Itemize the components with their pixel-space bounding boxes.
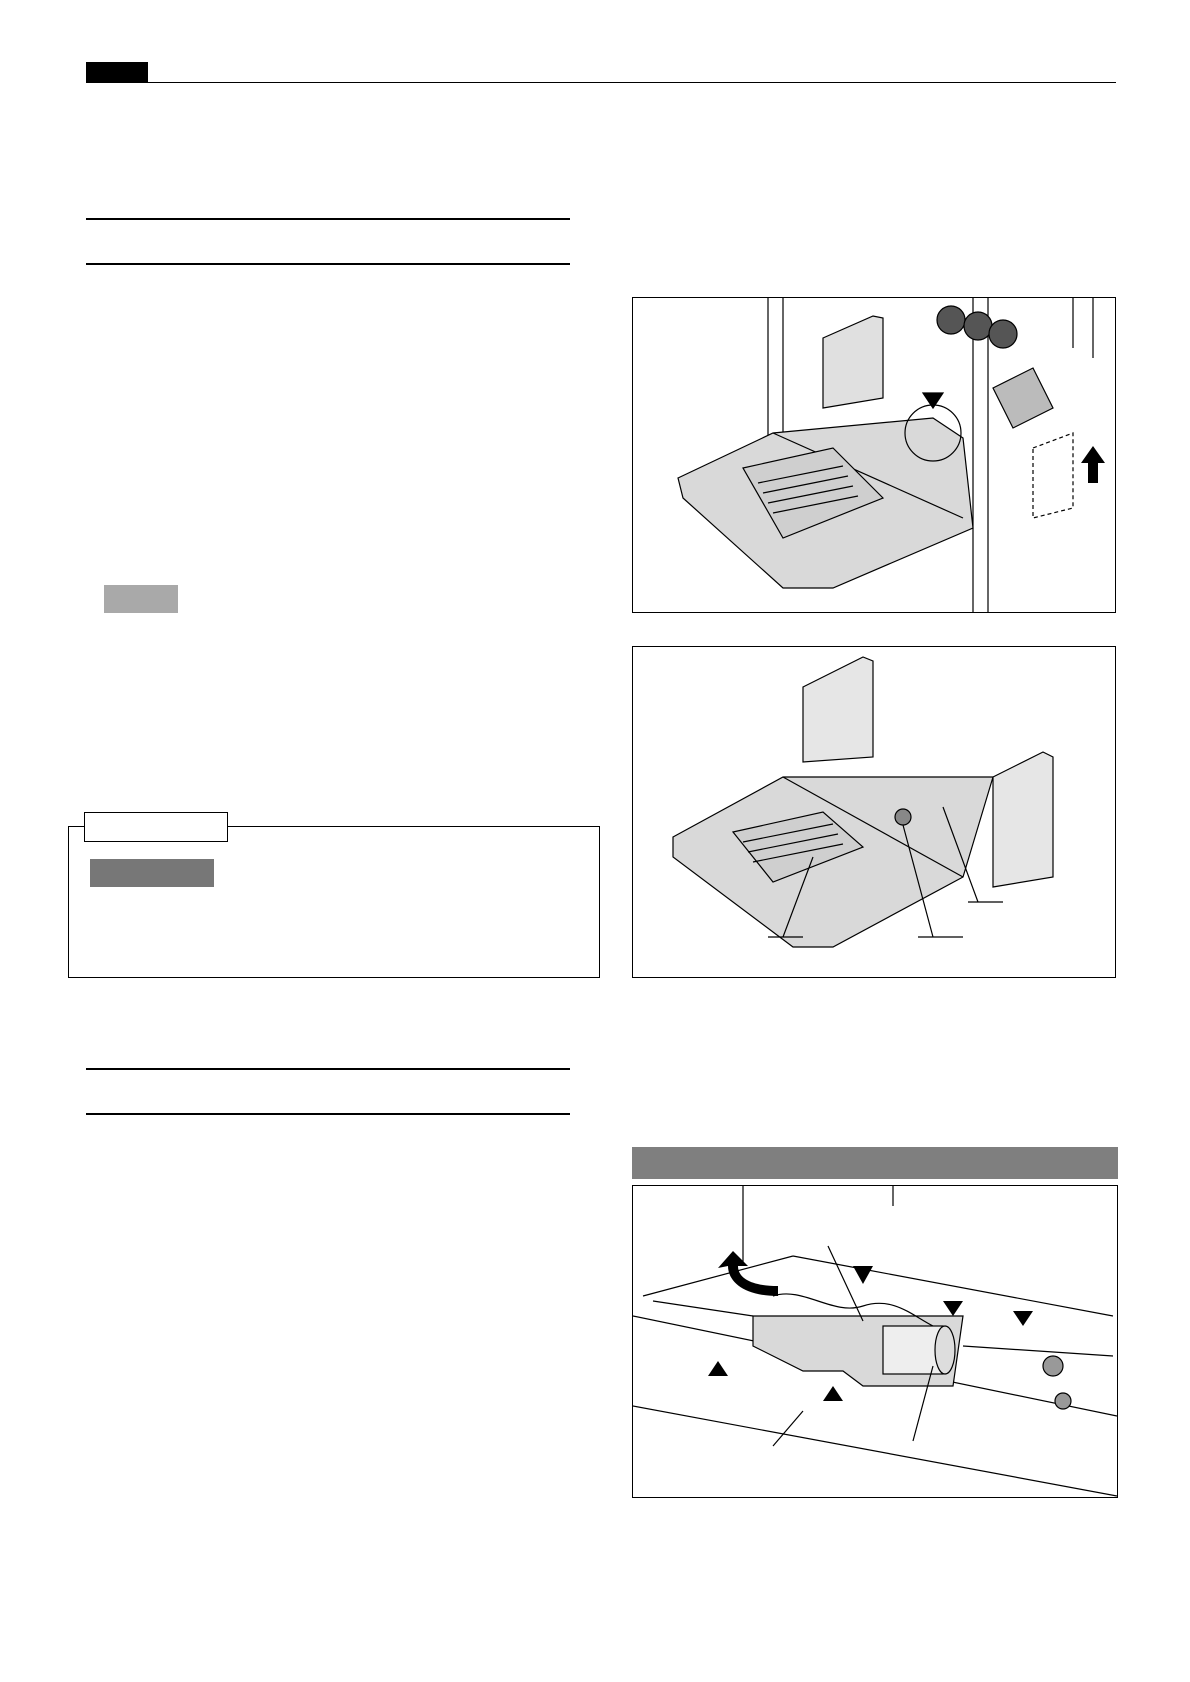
figure-2-frame bbox=[632, 646, 1116, 978]
note-box-title-tab bbox=[84, 812, 228, 842]
section-1-bottom-rule bbox=[86, 263, 570, 265]
tray-removal-illustration-icon bbox=[633, 298, 1115, 612]
note-box bbox=[68, 826, 600, 978]
header-tab bbox=[86, 62, 148, 82]
figure-1-frame bbox=[632, 297, 1116, 613]
section-2-bottom-rule bbox=[86, 1113, 570, 1115]
section-2-top-rule bbox=[86, 1068, 570, 1070]
section-1-top-rule bbox=[86, 218, 570, 220]
header-rule bbox=[86, 82, 1116, 83]
tray-parts-illustration-icon bbox=[633, 647, 1115, 977]
note-box-subtitle-tab bbox=[90, 859, 214, 887]
note-tab bbox=[104, 585, 178, 613]
figure-3-frame bbox=[632, 1185, 1118, 1498]
motor-assembly-illustration-icon bbox=[633, 1186, 1117, 1497]
section-header-bar bbox=[632, 1147, 1118, 1179]
